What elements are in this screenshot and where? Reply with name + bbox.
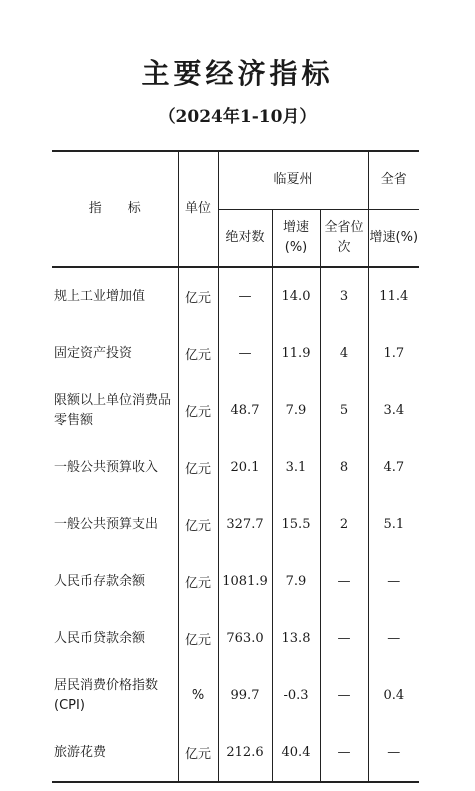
- row-rank: 8: [320, 439, 368, 496]
- row-unit: 亿元: [178, 439, 218, 496]
- row-province-growth: 11.4: [368, 267, 419, 325]
- row-growth: 7.9: [272, 553, 320, 610]
- row-growth: 40.4: [272, 724, 320, 782]
- table-row: [52, 610, 419, 667]
- row-growth: -0.3: [272, 667, 320, 724]
- table-row: [52, 325, 419, 382]
- row-growth: 14.0: [272, 267, 320, 325]
- row-absolute: 20.1: [218, 439, 272, 496]
- row-province-growth: —: [368, 553, 419, 610]
- row-unit: 亿元: [178, 267, 218, 325]
- row-rank: 5: [320, 382, 368, 439]
- row-rank: 4: [320, 325, 368, 382]
- row-province-growth: 0.4: [368, 667, 419, 724]
- row-unit: 亿元: [178, 382, 218, 439]
- row-unit: 亿元: [178, 724, 218, 782]
- row-rank: —: [320, 553, 368, 610]
- row-name: 一般公共预算收入: [54, 459, 159, 475]
- row-absolute: 1081.9: [218, 553, 272, 610]
- row-absolute: 48.7: [218, 382, 272, 439]
- row-absolute: —: [218, 267, 272, 325]
- row-unit: 亿元: [178, 496, 218, 553]
- row-absolute: 327.7: [218, 496, 272, 553]
- page-subtitle: （2024年1-10月）: [158, 107, 317, 127]
- row-rank: —: [320, 610, 368, 667]
- header-province: 全省: [368, 151, 419, 209]
- row-province-growth: —: [368, 724, 419, 782]
- row-growth: 7.9: [272, 382, 320, 439]
- header-unit: 单位: [178, 151, 218, 267]
- row-rank: —: [320, 724, 368, 782]
- row-name: 一般公共预算支出: [54, 516, 159, 532]
- row-growth: 11.9: [272, 325, 320, 382]
- indicators-table: [52, 150, 419, 783]
- row-province-growth: 1.7: [368, 325, 419, 382]
- row-province-growth: 5.1: [368, 496, 419, 553]
- header-rank: 全省位次: [320, 209, 368, 267]
- row-absolute: 763.0: [218, 610, 272, 667]
- row-absolute: —: [218, 325, 272, 382]
- row-name: 限额以上单位消费品零售额: [54, 392, 172, 428]
- row-unit: 亿元: [178, 553, 218, 610]
- row-growth: 15.5: [272, 496, 320, 553]
- header-region: 临夏州: [218, 151, 368, 209]
- row-unit: %: [178, 667, 218, 724]
- row-name: 旅游花费: [52, 724, 178, 782]
- row-name: 人民币存款余额: [54, 573, 146, 589]
- row-absolute: 212.6: [218, 724, 272, 782]
- row-rank: —: [320, 667, 368, 724]
- row-rank: 2: [320, 496, 368, 553]
- row-name: 居民消费价格指数(CPI): [54, 677, 159, 713]
- table-row: [52, 724, 419, 782]
- table-row: [52, 496, 419, 553]
- row-rank: 3: [320, 267, 368, 325]
- table-row: [52, 439, 419, 496]
- header-indicator: 指 标: [52, 151, 178, 267]
- row-absolute: 99.7: [218, 667, 272, 724]
- table-row: [52, 267, 419, 325]
- header-growth: 增速(%): [272, 209, 320, 267]
- row-province-growth: 4.7: [368, 439, 419, 496]
- row-unit: 亿元: [178, 325, 218, 382]
- row-unit: 亿元: [178, 610, 218, 667]
- table-row: [52, 667, 419, 724]
- row-growth: 3.1: [272, 439, 320, 496]
- page-title: 主要经济指标: [141, 57, 334, 90]
- table-row: [52, 382, 419, 439]
- table-row: [52, 553, 419, 610]
- header-absolute: 绝对数: [218, 209, 272, 267]
- row-name: 固定资产投资: [54, 345, 133, 361]
- row-name: 人民币贷款余额: [54, 630, 146, 646]
- header-province-growth: 增速(%): [368, 209, 419, 267]
- row-province-growth: 3.4: [368, 382, 419, 439]
- row-growth: 13.8: [272, 610, 320, 667]
- row-province-growth: —: [368, 610, 419, 667]
- row-name: 规上工业增加值: [54, 288, 146, 304]
